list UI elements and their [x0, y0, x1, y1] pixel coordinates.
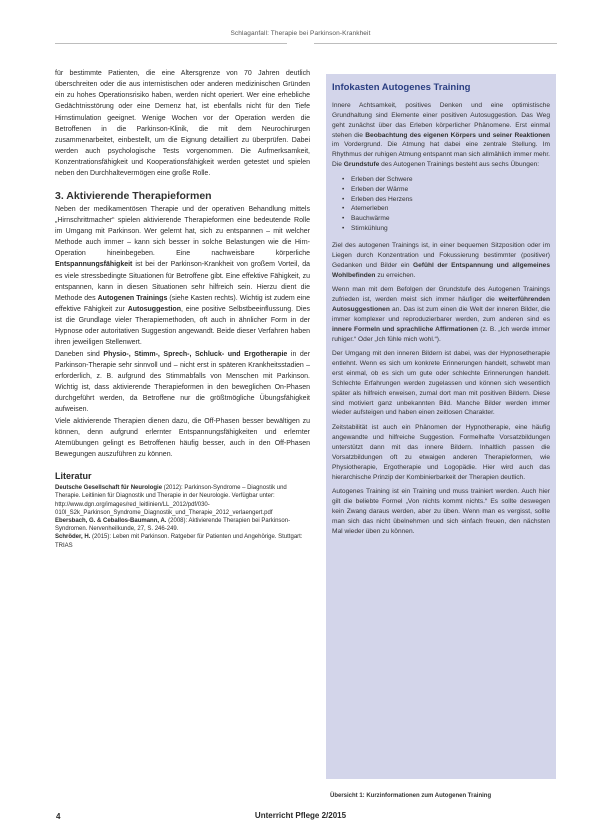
- exercise-list: [332, 175, 550, 234]
- section-heading: 3. Aktivierende Therapieformen: [55, 189, 212, 202]
- reference-item: Schröder, H. (2015): Leben mit Parkinson. Ratgeber für Patienten und Angehörige. Stuttgart: TRIAS: [55, 534, 303, 549]
- list-item: • Bauchwärme: [342, 214, 550, 224]
- main-column: [55, 68, 310, 550]
- list-item: • Stirnkühlung: [342, 224, 550, 234]
- info-box-paragraph: Innere Achtsamkeit, positives Denken und eine optimistische Grundhaltung sind Elemente einer positiven Autosuggestion. Das Weg geht zunächst über das Erleben körperlicher Phänomene. Erst einmal stehen die Beobachtung des eigenen Körpers und seiner Reaktionen im Vordergrund. Die Atmung hat dabei eine zentrale Stellung. Im Rhythmus der ruhigen Atmung entspannt man sich allmählich immer mehr. Die Grundstufe des Autogenen Trainings besteht aus sechs Übungen:: [332, 102, 551, 169]
- info-box-content: [332, 82, 550, 542]
- literature-heading: Literatur: [55, 471, 92, 482]
- reference-item: Ebersbach, G. & Ceballos-Baumann, A. (2008): Aktivierende Therapien bei Parkinson-Syndromen. Nervenheilkunde, 27, S. 246-249.: [55, 517, 291, 533]
- page-number: 4: [56, 812, 61, 821]
- box-caption: Übersicht 1: Kurzinformationen zum Autogenen Training: [330, 793, 492, 799]
- list-item: • Atemerleben: [342, 204, 550, 214]
- header-rule-right: [314, 43, 557, 44]
- info-box-paragraph: Autogenes Training ist ein Training und muss trainiert werden. Auch hier gilt die beliebte Formel „Von nichts kommt nichts.“ Es sollte deswegen kein Zwang daraus werden, aber zu üben. Wenn man es vergisst, sollte man sich das nicht übelnehmen und sich einfach freuen, den nächsten Mal wieder üben zu können.: [332, 488, 550, 535]
- info-box-paragraph: Der Umgang mit den inneren Bildern ist dabei, was der Hypnosetherapie entlehnt. Wenn es sich um konkrete Erinnerungen handelt, schwebt man erst einmal, ob es sich um gute oder schlechte Erinnerungen handelt. Schlechte Erfahrungen werden zugelassen und können sich wesentlich später als hilfreich erweisen, zumal dort man mit positiven Bildern. Diese sind motiviert ganz unbekannten Bild. Manche Bilder werden immer wieder aufsteigen und haben einen zeitlosen Charakter.: [332, 350, 550, 417]
- reference-list: [55, 484, 310, 550]
- list-item: • Erleben des Herzens: [342, 195, 550, 205]
- info-box-title: Infokasten Autogenes Training: [332, 82, 471, 93]
- paragraph-therapy: Neben der medikamentösen Therapie und der operativen Behandlung mittels „Hirnschrittmacher“ spielen aktivierende Therapieformen eine bedeutende Rolle im Umgang mit Parkinson. Wer gelernt hat, sich zu entspannen – mit welcher Methode auch immer – kann sich besser in solche Belastungen wie die Hirn-Operation hineinbegeben. Eine nachweisbare körperliche Entspannungsfähigkeit ist bei der Parkinson-Krankheit von großem Vorteil, da es viele stressbedingte Situationen für Betroffene gibt. Eine effektive Fähigkeit, zu entspannen, kann in diesen Situationen sehr hilfreich sein. Hierzu dient die Methode des Autogenen Trainings (siehe Kasten rechts). Wichtig ist zudem eine effektive Fähigkeit zur Autosuggestion, eine positive Selbstbeeinflussung. Dies ist die Grundlage vieler Therapiemethoden, oft auch in ähnlicher Form in der Hypnose oder autoritativen Suggestion angewandt. Beide dieser Verfahren haben ihren jeweiligen Stellenwert.: [55, 205, 311, 347]
- paragraph-off-phases: Viele aktivierende Therapien dienen dazu, die Off-Phasen besser bewältigen zu können, denn aufgrund erlernter Entspannungsfähigkeiten und erlernter Atemübungen gelingt es Betroffenen häufig besser, auch in den Off-Phasen Bewegungen auszuführen zu können.: [55, 417, 310, 458]
- paragraph-physio: Daneben sind Physio-, Stimm-, Sprech-, Schluck- und Ergotherapie in der Parkinson-Therapie sehr sinnvoll und – nicht erst in späteren Krankheitsstadien – erforderlich, z. B. aufgrund des Stimmabfalls von Menschen mit Parkinson. Wichtig ist, dass aktivierende Therapieformen in den beweglichen On-Phasen durchgeführt werden, da Betroffene nur die größtmögliche Übungsfähigkeit aufweisen.: [55, 350, 311, 414]
- intro-paragraph: für bestimmte Patienten, die eine Altersgrenze von 70 Jahren deutlich überschreiten oder die aus internistischen oder anderen medizinischen Gründen ein zu hohes Operationsrisiko haben, werden nicht operiert. Wer eine erhebliche Gedächtnisstörung oder eine Demenz hat, ist ebenfalls nicht für den Tiefe Hirnstimulation geeignet. Wenige Wochen vor der Operation werden die Betroffenen in die Parkinson-Klinik, die mit dem Neurochirurgen zusammenarbeitet, einbestellt, um die Eignung detailliert zu überprüfen. Dabei werden auch psychologische Tests vorgenommen. Die Aufmerksamkeit, Konzentrationsfähigkeit und Kooperationsfähigkeit werden getestet und spielen neben den Durchhaltevermögen eine große Rolle.: [55, 70, 310, 178]
- info-box-paragraph: Zeitstabilität ist auch ein Phänomen der Hypnotherapie, eine häufig angewandte und hilfreiche Suggestion. Formelhafte Vorsatzbildungen unterstützt dann mit das innere Bildern. Inhaltlich passen die Vorsatzbildungen oft zu etwaigen anderen Therapieformen, wie Physiotherapie, Ergotherapie und Logopädie. Hier wird auch das hierarchische Prinzip der Kombinierbarkeit der Therapien deutlich.: [332, 424, 550, 481]
- info-box: [326, 74, 556, 779]
- journal-footer: Unterricht Pflege 2/2015: [254, 811, 347, 820]
- running-head: Schlaganfall: Therapie bei Parkinson-Krankheit: [230, 30, 371, 37]
- reference-item: Deutsche Gesellschaft für Neurologie (2012): Parkinson-Syndrome – Diagnostik und Therapie. Leitlinien für Diagnostik und Therapie in der Neurologie. Verfügbar unter: http://www.dgn.org/images/red_leitlinien/LL_2012/pdf/030-010l_S2k_Parkinson_Syndrome_Diagnostik_und_Therapie_2012_verlaengert.pdf: [55, 485, 287, 516]
- info-box-paragraph: Ziel des autogenen Trainings ist, in einer bequemen Sitzposition oder im Liegen durch Konzentration und Fokussierung bestimmter (positiver) Gedanken und Bilder ein Gefühl der Entspannung und allgemeines Wohlbefinden zu erreichen.: [332, 241, 550, 279]
- header-rule-left: [55, 43, 287, 44]
- list-item: • Erleben der Wärme: [342, 185, 550, 195]
- info-box-paragraph: Wenn man mit dem Befolgen der Grundstufe des Autogenen Trainings zufrieden ist, werden meist sich immer häufiger die weiterführenden Autosuggestionen an. Das ist zum einen die Welt der inneren Bilder, die immer komplexer und reproduzierbarer werden, zum anderen sind es innere Formeln und sprachliche Affirmationen (z. B. „Ich werde immer ruhiger.“ Oder „Ich fühle mich wohl.“).: [332, 286, 550, 343]
- list-item: • Erleben der Schwere: [342, 175, 550, 185]
